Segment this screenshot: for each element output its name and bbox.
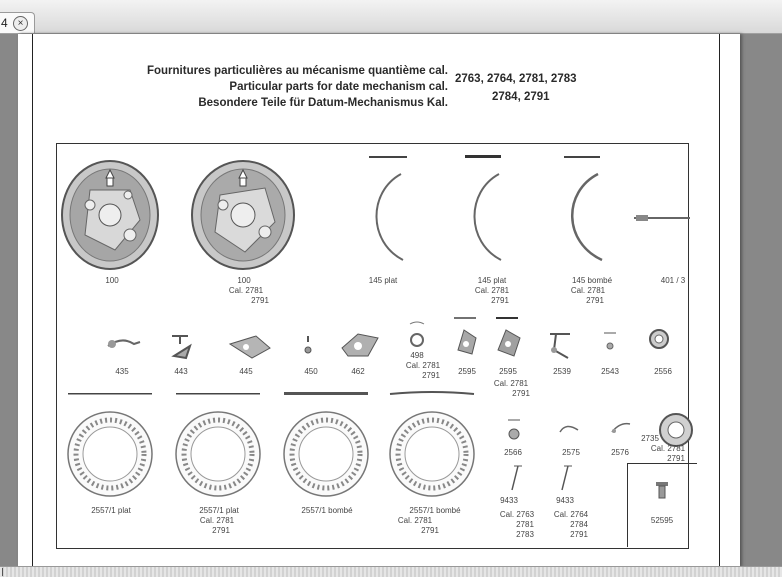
- label-2576: 2576: [611, 448, 629, 457]
- lever-2539: [546, 330, 576, 364]
- label-9433-b-cal2: 2784: [570, 520, 588, 529]
- label-9433-b: 9433: [556, 496, 574, 505]
- label-2735: 2735: [641, 434, 659, 443]
- label-145-plat-b: 145 plat: [477, 276, 507, 285]
- document-viewer[interactable]: [0, 34, 782, 567]
- status-bar: [0, 566, 782, 577]
- label-2595: 2595: [458, 367, 476, 376]
- spring-9433-b: [556, 464, 574, 494]
- pin-450: [302, 334, 314, 356]
- header-line-de: Besondere Teile für Datum-Mechanismus Kal.: [198, 97, 448, 109]
- document-tab[interactable]: [0, 12, 35, 33]
- label-52595: 52595: [650, 516, 674, 525]
- label-145-bombe-cal1: Cal. 2781: [570, 286, 606, 295]
- label-435: 435: [115, 367, 129, 376]
- lever-2595-b: [492, 316, 524, 358]
- label-2575: 2575: [562, 448, 580, 457]
- label-145-plat-b-cal1: Cal. 2781: [474, 286, 510, 295]
- label-145-plat: 145 plat: [368, 276, 398, 285]
- label-2735-cal1: Cal. 2781: [650, 444, 686, 453]
- tab-number: 4: [1, 16, 8, 30]
- wheel-2735: [658, 412, 694, 448]
- date-ring-segment-145-plat: [363, 152, 413, 264]
- label-2557-1-plat: 2557/1 plat: [91, 506, 131, 515]
- label-443: 443: [174, 367, 188, 376]
- lever-2595: [450, 316, 482, 358]
- header-line-en: Particular parts for date mechanism cal.: [229, 81, 448, 93]
- lever-445: [226, 332, 276, 360]
- date-disc-2557-1-bombe-b: [386, 390, 480, 502]
- label-2557-1-bombe: 2557/1 bombé: [301, 506, 353, 515]
- status-grip[interactable]: [2, 568, 6, 576]
- label-2557-1-bombe-b: 2557/1 bombé: [409, 506, 461, 515]
- label-462: 462: [351, 367, 365, 376]
- label-450: 450: [304, 367, 318, 376]
- label-498-cal1: Cal. 2781: [405, 361, 441, 370]
- wheel-2556: [648, 328, 670, 350]
- label-2595-b: 2595: [499, 367, 517, 376]
- pin-401-3: [632, 212, 694, 224]
- date-disc-2557-1-plat: [64, 390, 158, 502]
- label-2557-1-plat-b-cal2: 2791: [212, 526, 230, 535]
- page-margin-line-right: [719, 34, 720, 567]
- jewel-2566: [504, 417, 524, 443]
- label-2735-cal2: 2791: [667, 454, 685, 463]
- movement-plate-100: [60, 160, 160, 270]
- label-9433-b-cal3: 2791: [570, 530, 588, 539]
- label-2595-b-cal1: Cal. 2781: [493, 379, 529, 388]
- tab-bar: [0, 0, 782, 34]
- label-9433-b-cal1: Cal. 2764: [553, 510, 589, 519]
- movement-plate-100-b: [190, 160, 296, 270]
- label-9433-cal3: 2783: [516, 530, 534, 539]
- date-disc-2557-1-plat-b: [172, 390, 266, 502]
- date-ring-segment-145-plat-b: [461, 152, 511, 264]
- label-2566: 2566: [504, 448, 522, 457]
- label-145-bombe: 145 bombé: [571, 276, 613, 285]
- label-2557-1-bombe-b-cal2: 2791: [421, 526, 439, 535]
- date-disc-2557-1-bombe: [280, 390, 374, 502]
- header-calibers-1: 2763, 2764, 2781, 2783: [455, 73, 577, 85]
- label-145-bombe-cal2: 2791: [586, 296, 604, 305]
- label-2557-1-plat-b: 2557/1 plat: [199, 506, 239, 515]
- label-100-b-cal2: 2791: [251, 296, 269, 305]
- lever-462: [338, 328, 382, 360]
- spring-2575: [558, 422, 580, 436]
- label-9433-cal1: Cal. 2763: [499, 510, 535, 519]
- screw-52595: [654, 480, 670, 500]
- label-2539: 2539: [553, 367, 571, 376]
- label-100-b: 100: [237, 276, 251, 285]
- label-401-3: 401 / 3: [660, 276, 686, 285]
- catalog-page: [18, 34, 740, 567]
- label-445: 445: [239, 367, 253, 376]
- label-2543: 2543: [601, 367, 619, 376]
- header-line-fr: Fournitures particulières au mécanisme quantième cal.: [146, 65, 448, 77]
- spring-9433: [506, 464, 524, 494]
- screw-inset-box: [627, 463, 697, 547]
- close-icon[interactable]: ×: [13, 16, 28, 31]
- lever-435: [104, 332, 144, 354]
- spring-2576: [610, 420, 632, 436]
- label-100-b-cal1: Cal. 2781: [228, 286, 264, 295]
- label-2557-1-bombe-b-cal1: Cal. 2781: [397, 516, 433, 525]
- label-2557-1-plat-b-cal1: Cal. 2781: [199, 516, 235, 525]
- date-ring-segment-145-bombe: [560, 152, 610, 264]
- lever-443: [168, 334, 196, 360]
- label-2556: 2556: [654, 367, 672, 376]
- label-100: 100: [105, 276, 119, 285]
- page-margin-line-left: [32, 34, 33, 567]
- label-145-plat-b-cal2: 2791: [491, 296, 509, 305]
- label-2595-b-cal2: 2791: [512, 389, 530, 398]
- pin-2543: [602, 330, 618, 354]
- label-498: 498: [410, 351, 424, 360]
- label-498-cal2: 2791: [422, 371, 440, 380]
- label-9433-cal2: 2781: [516, 520, 534, 529]
- header-calibers-2: 2784, 2791: [492, 91, 550, 103]
- wheel-498: [406, 320, 428, 350]
- label-9433: 9433: [500, 496, 518, 505]
